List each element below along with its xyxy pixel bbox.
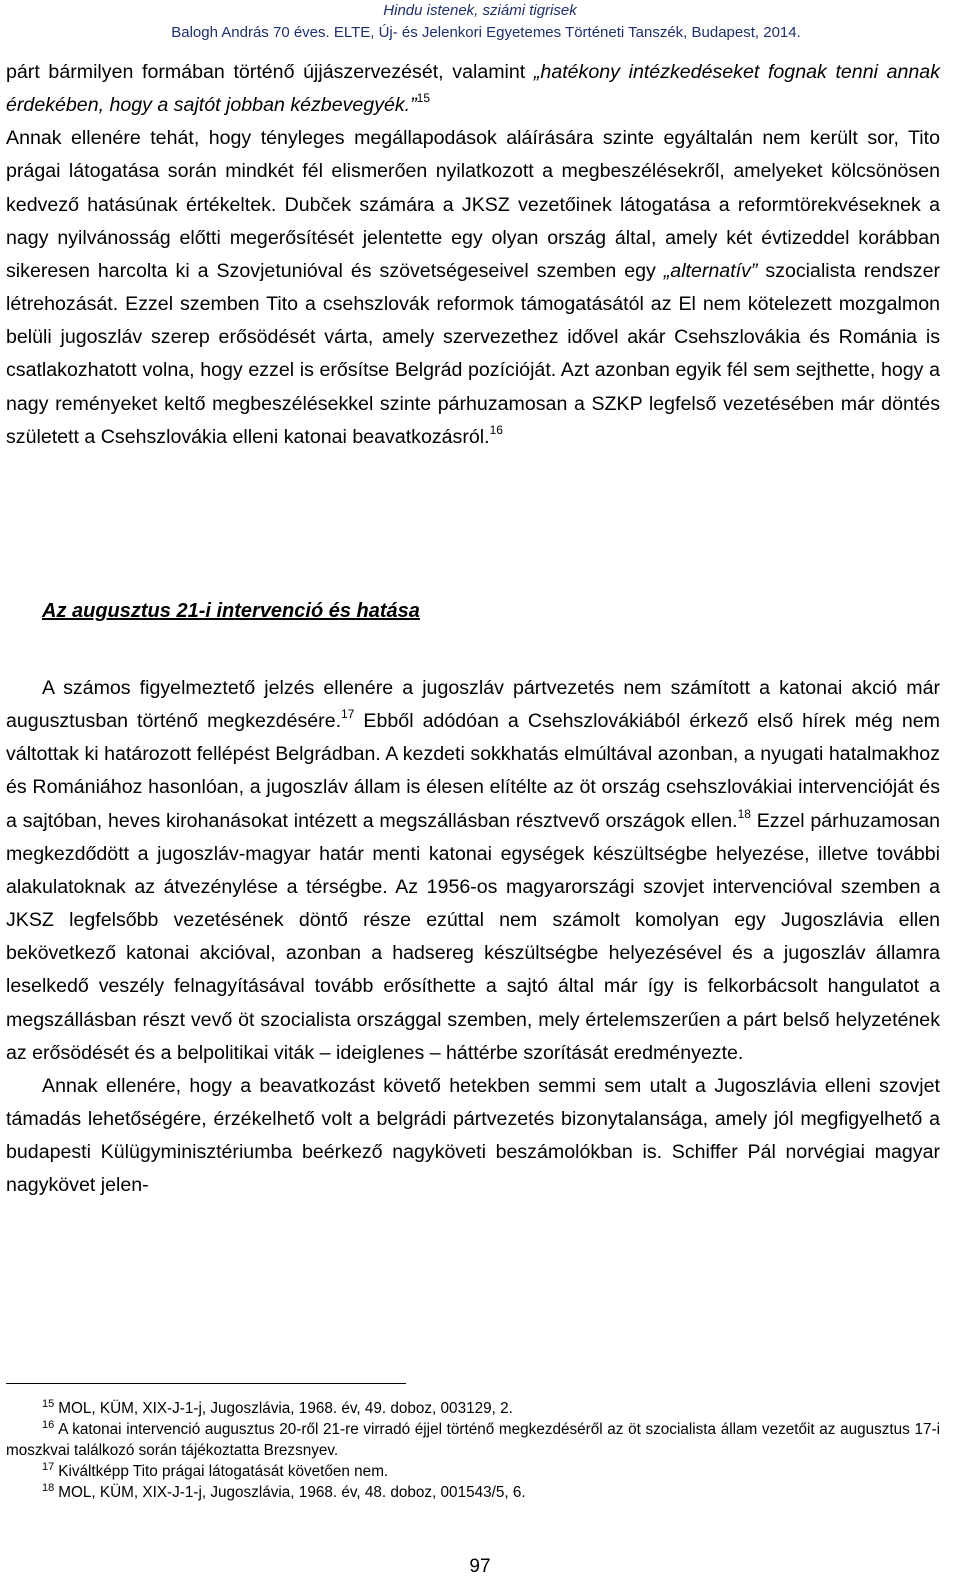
section-text-c: Ezzel párhuzamosan megkezdődött a jugoszláv-magyar határ menti katonai egységek készültségbe helyezése, illetve további alakulatoknak az átvezénylése a térségbe. Az 1956-os magyarországi szovjet intervencióval szemben a JKSZ legfelsőbb vezetésének döntő része ezúttal nem számolt komolyan egy Jugoszlávia ellen bekövetkező katonai akcióval, azonban a hadsereg készültségbe helyezésével és a jugoszláv államra leselkedő veszély felnagyításával tovább erősíthette a sajtó által már így is felkorbácsolt hangulatot a megszállásban részt vevő öt szocialista országgal szemben, mely értelemszerűen a párt belső helyzetének az erősödését és a belpolitikai viták – ideiglenes – háttérbe szorítását eredményezte.: [6, 809, 941, 1064]
intro-text-b: Annak ellenére tehát, hogy tényleges megállapodások aláírására szinte egyáltalán nem került sor, Tito prágai látogatása során mindkét fél elismerően nyilatkozott a megbeszélésekről, amelyeket kölcsönösen kedvező hatásúnak értékeltek. Dubček számára a JKSZ vezetőinek látogatása a reformtörekvéseknek a nagy nyilvánosság előtti megerősítését jelentette egy olyan ország által, amely két évtizeddel korábban sikeresen harcolta ki a Szovjetunióval és szövetségeseivel szemben egy: [6, 127, 940, 282]
footnote-ref-17[interactable]: 17: [341, 707, 355, 722]
footnote-15: [6, 1398, 940, 1419]
footnote-text: A katonai intervenció augusztus 20-ről 21-re virradó éjjel történő megkezdéséről az öt szocialista állam vezetőit az augusztus 17-i moszkvai találkozó során tájékoztatta Brezsnyev.: [6, 1421, 940, 1459]
footnote-text: MOL, KÜM, XIX-J-1-j, Jugoszlávia, 1968. év, 48. doboz, 001543/5, 6.: [58, 1484, 526, 1501]
section-text-a: A számos figyelmeztető jelzés ellenére a jugoszláv pártvezetés nem számított a katonai akció már augusztusban történő megkezdésére.: [6, 677, 940, 733]
intro-text-a: párt bármilyen formában történő újjászervezését, valamint: [6, 61, 534, 83]
intro-text-c: szocialista rendszer létrehozását. Ezzel szemben Tito a csehszlovák reformok támogatásától az El nem kötelezett mozgalmon belüli jugoszláv szerep erősödését várta, amely szervezethez idővel akár Csehszlovákia és Románia is csatlakozhatott volna, hogy ezzel is erősítse Belgrád pozícióját. Azt azonban egyik fél sem sejthette, hogy a nagy reményeket keltő megbeszélésekkel szinte párhuzamosan a SZKP legfelső vezetésében már döntés született a Csehszlovákia elleni katonai beavatkozásról.: [6, 259, 940, 448]
section-title: Az augusztus 21-i intervenció és hatása: [42, 600, 420, 622]
intro-quote: „hatékony intézkedéseket fognak tenni annak érdekében, hogy a sajtót jobban kézbevegyék.”: [6, 61, 940, 117]
section-body: [6, 672, 940, 1203]
footnote-number: 18: [42, 1482, 55, 1494]
intro-alternativ: „alternatív”: [663, 259, 758, 282]
footnote-number: 17: [42, 1461, 55, 1473]
footnote-text: Kiváltképp Tito prágai látogatását követően nem.: [58, 1463, 389, 1480]
footnote-text: MOL, KÜM, XIX-J-1-j, Jugoszlávia, 1968. év, 49. doboz, 003129, 2.: [58, 1400, 513, 1417]
footnote-ref-16[interactable]: 16: [489, 422, 503, 437]
page-number: 97: [469, 1556, 491, 1577]
running-head-title: Hindu istenek, sziámi tigrisek: [383, 2, 577, 19]
section-paragraph-1: [6, 672, 940, 1070]
running-head-subtitle: Balogh András 70 éves. ELTE, Új- és Jelenkori Egyetemes Történeti Tanszék, Budapest, 2014.: [171, 24, 801, 41]
footnote-number: 15: [42, 1398, 55, 1410]
intro-paragraph: [6, 56, 940, 454]
footnote-16: [6, 1419, 940, 1461]
section-text-b: Ebből adódóan a Csehszlovákiából érkező első hírek még nem váltottak ki határozott fellépést Belgrádban. A kezdeti sokkhatás elmúltával azonban, a nyugati hatalmakhoz és Romániához hasonlóan, a jugoszláv állam is élesen elítélte az öt ország csehszlovákiai intervencióját és a sajtóban, heves kirohanásokat intézett a megszállásban résztvevő országok ellen.: [6, 710, 940, 832]
footnote-18: [6, 1482, 940, 1503]
footnote-number: 16: [42, 1419, 55, 1431]
section-paragraph-2: Annak ellenére, hogy a beavatkozást követő hetekben semmi sem utalt a Jugoszlávia elleni szovjet támadás lehetőségére, érzékelhető volt a belgrádi pártvezetés bizonytalansága, amely jól megfigyelhető a budapesti Külügyminisztériumba beérkező nagyköveti beszámolókban is. Schiffer Pál norvégiai magyar nagykövet jelen-: [6, 1074, 940, 1197]
footnote-ref-15[interactable]: 15: [416, 91, 431, 106]
footnote-17: [6, 1461, 940, 1482]
footnote-ref-18[interactable]: 18: [737, 806, 751, 821]
footnotes: [6, 1398, 940, 1503]
footnote-divider: [6, 1383, 406, 1384]
